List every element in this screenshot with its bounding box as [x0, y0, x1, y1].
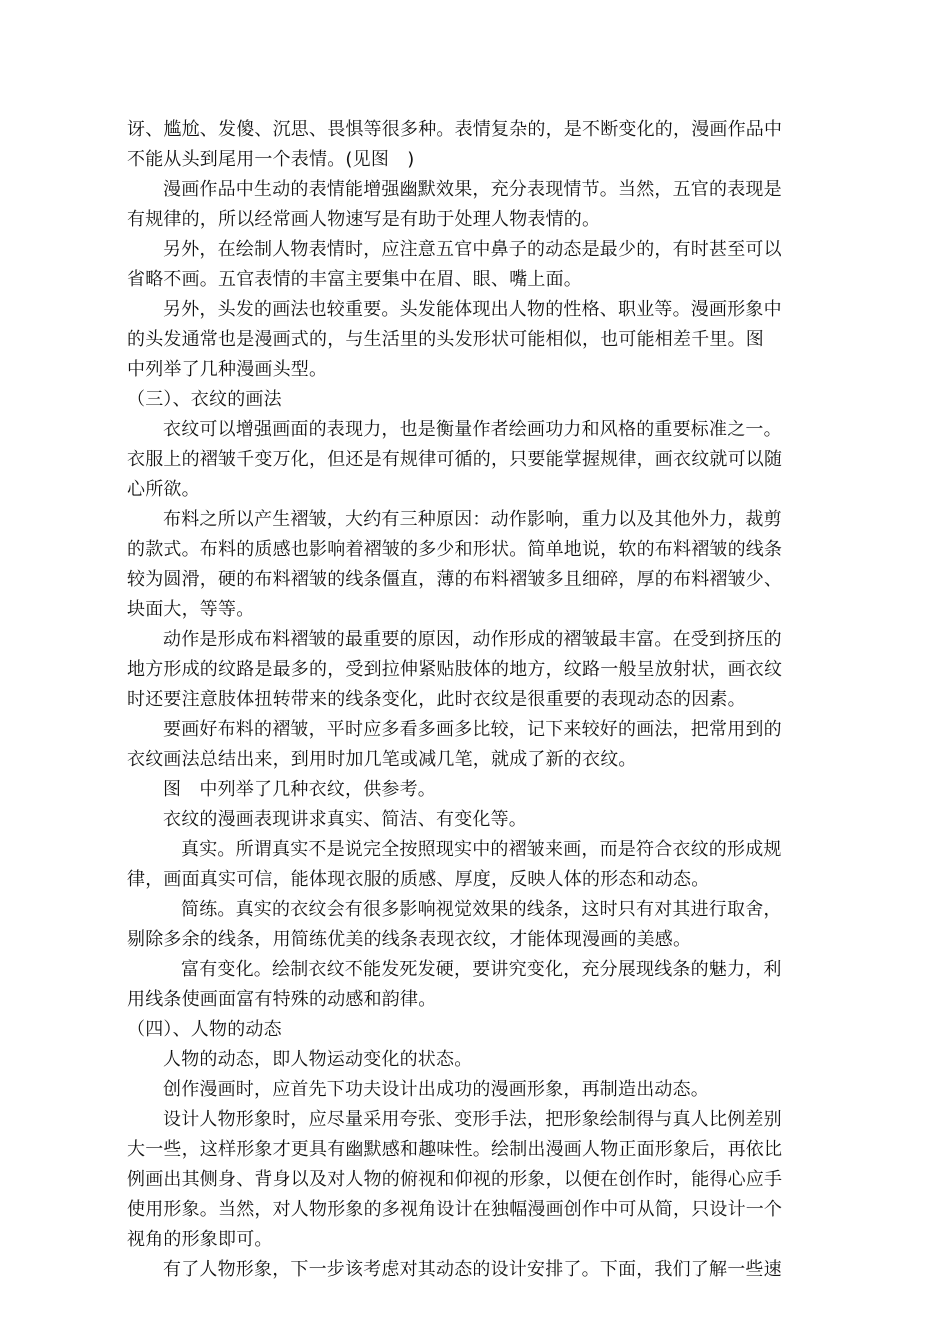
text-line: 地方形成的纹路是最多的，受到拉伸紧贴肢体的地方，纹路一般呈放射状，画衣纹	[127, 659, 783, 680]
text-line: 块面大，等等。	[127, 599, 255, 620]
text-line: 较为圆滑，硬的布料褶皱的线条僵直，薄的布料褶皱多且细碎，厚的布料褶皱少、	[127, 569, 783, 590]
text-line: 用线条使画面富有特殊的动感和韵律。	[127, 989, 437, 1010]
text-line: 讶、尴尬、发傻、沉思、畏惧等很多种。表情复杂的，是不断变化的，漫画作品中	[127, 119, 783, 140]
text-line: 中列举了几种漫画头型。	[127, 359, 328, 380]
text-line: 衣纹的漫画表现讲求真实、简洁、有变化等。	[163, 809, 527, 830]
text-line: 简练。真实的衣纹会有很多影响视觉效果的线条，这时只有对其进行取舍，	[181, 899, 782, 920]
section-heading: （三）、衣纹的画法	[127, 389, 282, 410]
text-line: 创作漫画时，应首先下功夫设计出成功的漫画形象，再制造出动态。	[163, 1079, 709, 1100]
text-line: 衣纹可以增强画面的表现力，也是衡量作者绘画功力和风格的重要标准之一。	[163, 419, 782, 440]
text-line: 视角的形象即可。	[127, 1229, 273, 1250]
text-line: 衣服上的褶皱千变万化，但还是有规律可循的，只要能掌握规律，画衣纹就可以随	[127, 449, 783, 470]
text-line: 真实。所谓真实不是说完全按照现实中的褶皱来画，而是符合衣纹的形成规	[181, 839, 782, 860]
text-line: 的款式。布料的质感也影响着褶皱的多少和形状。简单地说，软的布料褶皱的线条	[127, 539, 783, 560]
text-line: 省略不画。五官表情的丰富主要集中在眉、眼、嘴上面。	[127, 269, 582, 290]
text-line: 设计人物形象时，应尽量采用夸张、变形手法，把形象绘制得与真人比例差别	[163, 1109, 782, 1130]
text-line: 律，画面真实可信，能体现衣服的质感、厚度，反映人体的形态和动态。	[127, 869, 710, 890]
text-line: 剔除多余的线条，用简练优美的线条表现衣纹，才能体现漫画的美感。	[127, 929, 692, 950]
text-line: 布料之所以产生褶皱，大约有三种原因：动作影响，重力以及其他外力，裁剪	[163, 509, 782, 530]
text-line: 有规律的，所以经常画人物速写是有助于处理人物表情的。	[127, 209, 601, 230]
text-line: 衣纹画法总结出来，到用时加几笔或减几笔，就成了新的衣纹。	[127, 749, 637, 770]
text-line: 使用形象。当然，对人物形象的多视角设计在独幅漫画创作中可从简，只设计一个	[127, 1199, 783, 1220]
text-line: 人物的动态，即人物运动变化的状态。	[163, 1049, 473, 1070]
text-line: 要画好布料的褶皱，平时应多看多画多比较，记下来较好的画法，把常用到的	[163, 719, 782, 740]
text-line: 例画出其侧身、背身以及对人物的俯视和仰视的形象，以便在创作时，能得心应手	[127, 1169, 783, 1190]
text-line: 时还要注意肢体扭转带来的线条变化，此时衣纹是很重要的表现动态的因素。	[127, 689, 746, 710]
text-line: 另外，头发的画法也较重要。头发能体现出人物的性格、职业等。漫画形象中	[163, 299, 782, 320]
text-line: 的头发通常也是漫画式的，与生活里的头发形状可能相似，也可能相差千里。图	[127, 329, 764, 350]
text-line: 大一些，这样形象才更具有幽默感和趣味性。绘制出漫画人物正面形象后，再依比	[127, 1139, 783, 1160]
text-line: 心所欲。	[127, 479, 200, 500]
text-line: 富有变化。绘制衣纹不能发死发硬，要讲究变化，充分展现线条的魅力，利	[181, 959, 782, 980]
section-heading: （四）、人物的动态	[127, 1019, 282, 1040]
text-line: 动作是形成布料褶皱的最重要的原因，动作形成的褶皱最丰富。在受到挤压的	[163, 629, 782, 650]
text-line: 另外，在绘制人物表情时，应注意五官中鼻子的动态是最少的，有时甚至可以	[163, 239, 782, 260]
text-line: 图 中列举了几种衣纹，供参考。	[163, 779, 436, 800]
text-line: 有了人物形象，下一步该考虑对其动态的设计安排了。下面，我们了解一些速	[163, 1259, 782, 1280]
text-line: 不能从头到尾用一个表情。(见图 )	[127, 149, 415, 170]
text-line: 漫画作品中生动的表情能增强幽默效果，充分表现情节。当然，五官的表现是	[163, 179, 782, 200]
